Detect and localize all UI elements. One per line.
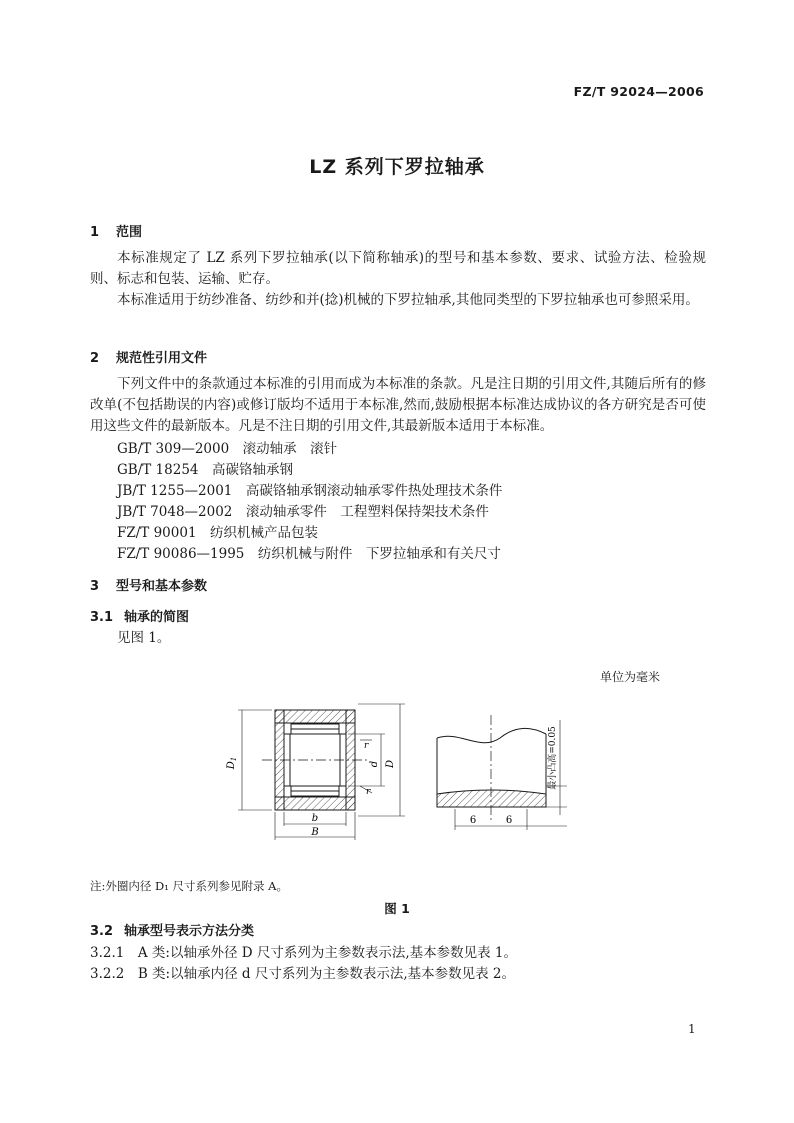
roller-shaft-view: [437, 715, 546, 820]
section-3-2-heading: [90, 920, 254, 939]
dimension-six-right: 6: [505, 815, 513, 826]
dimension-r-bottom: r: [366, 787, 371, 797]
section-2-heading: [90, 347, 207, 366]
reference-item: JB/T 1255—2001 高碳铬轴承钢滚动轴承零件热处理技术条件: [117, 483, 503, 499]
section-number: 3.2: [90, 924, 114, 939]
section-1-paragraph-2: 本标准适用于纺纱准备、纺纱和并(捻)机械的下罗拉轴承,其他同类型的下罗拉轴承也可参照采用。: [117, 292, 699, 308]
convexity-label: 最小凸高=0.05: [548, 726, 558, 790]
section-number: 3.1: [90, 610, 114, 625]
section-1-paragraph-1: 本标准规定了 LZ 系列下罗拉轴承(以下简称轴承)的型号和基本参数、要求、试验方法、检验规则、标志和包装、运输、贮存。: [90, 250, 706, 287]
page-number: 1: [688, 1022, 696, 1036]
figure-caption: 图 1: [384, 901, 410, 916]
section-number: 3: [90, 579, 100, 594]
section-title: 型号和基本参数: [116, 579, 208, 594]
bearing-figure: [0, 690, 794, 870]
figure-note: 注:外圈内径 D₁ 尺寸系列参见附录 A。: [90, 879, 288, 893]
dimension-D: D: [385, 759, 396, 769]
section-title: 范围: [116, 225, 143, 240]
dimension-r-top: r: [364, 741, 369, 751]
reference-item: JB/T 7048—2002 滚动轴承零件 工程塑料保持架技术条件: [117, 504, 489, 520]
section-title: 轴承的简图: [124, 610, 190, 625]
clause-3-2-2: 3.2.2 B 类:以轴承内径 d 尺寸系列为主参数表示法,基本参数见表 2。: [90, 966, 516, 982]
section-3-1-text: 见图 1。: [117, 630, 171, 646]
unit-label: 单位为毫米: [600, 670, 661, 684]
document-title: LZ 系列下罗拉轴承: [309, 156, 485, 178]
standard-code: FZ/T 92024—2006: [573, 84, 704, 99]
reference-item: FZ/T 90001 纺织机械产品包装: [117, 525, 319, 541]
dimension-B: B: [311, 827, 319, 838]
reference-item: GB/T 309—2000 滚动轴承 滚针: [117, 441, 338, 457]
section-title: 规范性引用文件: [116, 351, 208, 366]
dimension-six-left: 6: [469, 815, 477, 826]
dimension-b: b: [311, 813, 319, 824]
clause-3-2-1: 3.2.1 A 类:以轴承外径 D 尺寸系列为主参数表示法,基本参数见表 1。: [90, 945, 518, 961]
section-title: 轴承型号表示方法分类: [124, 924, 255, 939]
section-number: 1: [90, 225, 100, 240]
dimension-D1: $D_1$: [226, 756, 238, 770]
section-3-1-heading: [90, 606, 189, 625]
section-1-heading: [90, 221, 142, 240]
section-3-heading: [90, 575, 207, 594]
dimension-d: d: [369, 760, 380, 768]
bearing-section-view: [262, 710, 370, 810]
section-number: 2: [90, 351, 100, 366]
reference-item: GB/T 18254 高碳铬轴承钢: [117, 462, 293, 478]
section-2-paragraph: 下列文件中的条款通过本标准的引用而成为本标准的条款。凡是注日期的引用文件,其随后所有的修改单(不包括勘误的内容)或修订版均不适用于本标准,然而,鼓励根据本标准达成协议的各方研究是否可使用这些文件的最新版本。凡是不注日期的引用文件,其最新版本适用于本标准。: [90, 376, 706, 434]
reference-item: FZ/T 90086—1995 纺织机械与附件 下罗拉轴承和有关尺寸: [117, 546, 501, 562]
